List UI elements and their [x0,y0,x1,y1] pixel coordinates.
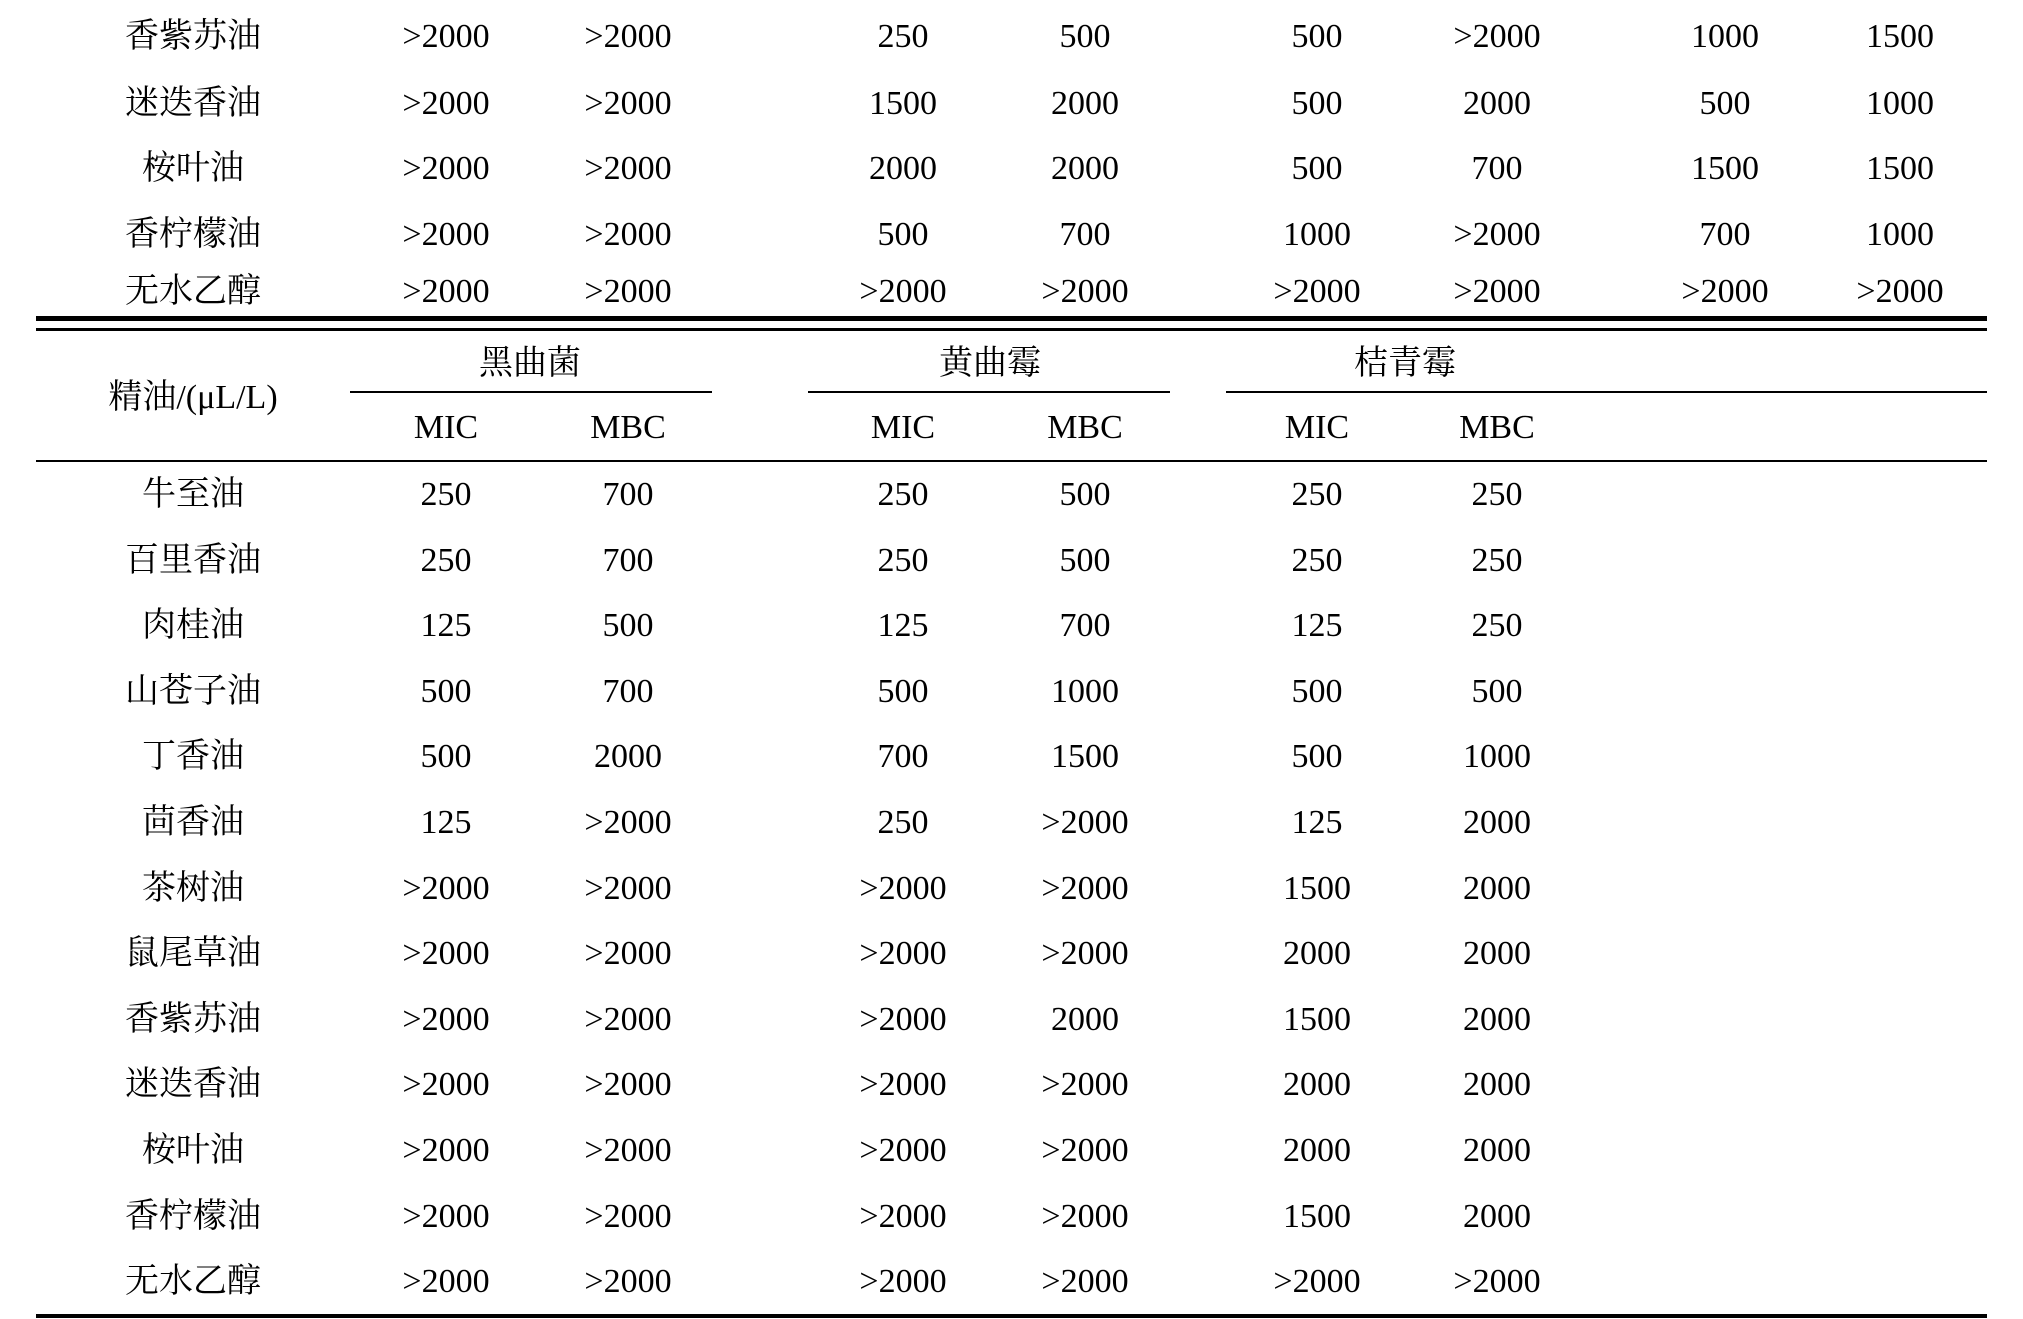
top-cell: >2000 [402,18,490,55]
top-cell: >2000 [1856,273,1944,310]
table-separator-rule-upper [36,316,1987,321]
bottom-cell: 500 [420,673,472,710]
bottom-cell: 700 [602,673,654,710]
top-cell: 500 [1291,85,1343,122]
bottom-cell: >2000 [1453,1263,1541,1300]
bottom-cell: >2000 [1041,1263,1129,1300]
bottom-cell: 2000 [1283,1066,1351,1103]
group-header-1: 黑曲菌 [479,345,581,382]
top-cell: >2000 [1041,273,1129,310]
top-cell: 2000 [1051,85,1119,122]
top-cell: 700 [1699,216,1751,253]
table-separator-rule-lower [36,328,1987,331]
bottom-row-name: 牛至油 [142,476,244,513]
top-cell: >2000 [1273,273,1361,310]
bottom-cell: 250 [420,542,472,579]
subheader-mbc: MBC [1459,409,1535,446]
top-cell: >2000 [1453,18,1541,55]
top-cell: >2000 [1681,273,1769,310]
bottom-cell: 250 [1471,476,1523,513]
bottom-cell: 250 [1291,542,1343,579]
top-cell: >2000 [1453,216,1541,253]
bottom-cell: 2000 [1463,935,1531,972]
bottom-cell: 700 [877,738,929,775]
bottom-cell: 2000 [1463,1001,1531,1038]
bottom-cell: >2000 [859,1066,947,1103]
bottom-cell: 2000 [1463,870,1531,907]
bottom-cell: 1500 [1051,738,1119,775]
bottom-cell: 500 [1291,673,1343,710]
top-row-name: 迷迭香油 [125,85,261,122]
bottom-cell: 2000 [1463,1132,1531,1169]
group-underline-3 [1226,391,1987,393]
bottom-cell: 1500 [1283,870,1351,907]
bottom-row-name: 茴香油 [142,804,244,841]
top-cell: >2000 [584,273,672,310]
top-cell: >2000 [402,273,490,310]
top-row-name: 无水乙醇 [125,273,261,310]
bottom-cell: >2000 [1041,804,1129,841]
bottom-cell: >2000 [1041,1198,1129,1235]
bottom-row-name: 丁香油 [142,738,244,775]
bottom-cell: 1500 [1283,1198,1351,1235]
bottom-cell: 250 [1471,542,1523,579]
bottom-cell: 2000 [1051,1001,1119,1038]
bottom-cell: 500 [1291,738,1343,775]
bottom-cell: 250 [1471,607,1523,644]
bottom-cell: >2000 [859,870,947,907]
bottom-cell: 250 [877,804,929,841]
bottom-row-name: 香柠檬油 [125,1198,261,1235]
top-cell: 500 [1291,150,1343,187]
bottom-cell: >2000 [859,1263,947,1300]
top-row-name: 桉叶油 [142,150,244,187]
bottom-cell: 700 [602,476,654,513]
bottom-cell: >2000 [402,1001,490,1038]
bottom-cell: 500 [1059,476,1111,513]
bottom-row-name: 桉叶油 [142,1132,244,1169]
bottom-cell: >2000 [1041,870,1129,907]
top-cell: >2000 [584,216,672,253]
top-cell: 1500 [1866,150,1934,187]
bottom-row-name: 百里香油 [125,542,261,579]
bottom-cell: >2000 [402,1198,490,1235]
top-cell: 1000 [1691,18,1759,55]
bottom-cell: >2000 [584,935,672,972]
bottom-cell: >2000 [1041,935,1129,972]
top-cell: >2000 [584,85,672,122]
bottom-cell: >2000 [402,935,490,972]
top-cell: >2000 [584,18,672,55]
bottom-row-name: 肉桂油 [142,607,244,644]
subheader-mic: MIC [413,409,479,446]
bottom-cell: >2000 [584,1198,672,1235]
group-header-3: 桔青霉 [1354,345,1456,382]
row-header-label: 精油/(μL/L) [108,379,278,416]
bottom-cell: 500 [877,673,929,710]
bottom-cell: 125 [420,607,472,644]
bottom-cell: >2000 [859,1132,947,1169]
bottom-cell: >2000 [584,804,672,841]
bottom-cell: 2000 [1463,1066,1531,1103]
bottom-cell: 2000 [1463,804,1531,841]
bottom-cell: 2000 [1283,935,1351,972]
bottom-cell: 250 [877,476,929,513]
top-cell: 2000 [869,150,937,187]
top-cell: 700 [1471,150,1523,187]
group-underline-2 [808,391,1170,393]
subheader-mic: MIC [1284,409,1350,446]
top-cell: 1500 [869,85,937,122]
top-cell: 2000 [1051,150,1119,187]
top-cell: 250 [877,18,929,55]
top-cell: 1000 [1283,216,1351,253]
bottom-cell: 250 [420,476,472,513]
top-cell: >2000 [1453,273,1541,310]
bottom-cell: 250 [877,542,929,579]
top-cell: 2000 [1463,85,1531,122]
group-header-2: 黄曲霉 [939,345,1041,382]
top-cell: 500 [1699,85,1751,122]
bottom-cell: >2000 [402,1132,490,1169]
bottom-row-name: 无水乙醇 [125,1263,261,1300]
bottom-cell: 2000 [1463,1198,1531,1235]
bottom-cell: 1500 [1283,1001,1351,1038]
bottom-cell: >2000 [859,1001,947,1038]
bottom-cell: >2000 [584,1001,672,1038]
bottom-cell: 500 [1471,673,1523,710]
bottom-cell: >2000 [584,1066,672,1103]
top-row-name: 香紫苏油 [125,18,261,55]
top-cell: >2000 [402,216,490,253]
bottom-cell: 2000 [594,738,662,775]
group-underline-1 [350,391,712,393]
top-cell: 1500 [1866,18,1934,55]
top-cell: 700 [1059,216,1111,253]
subheader-mbc: MBC [1047,409,1123,446]
bottom-cell: >2000 [402,870,490,907]
bottom-cell: 500 [602,607,654,644]
bottom-cell: 1000 [1463,738,1531,775]
bottom-cell: >2000 [1273,1263,1361,1300]
bottom-cell: >2000 [584,1132,672,1169]
bottom-row-name: 茶树油 [142,870,244,907]
subheader-mic: MIC [870,409,936,446]
bottom-cell: >2000 [859,935,947,972]
bottom-cell: 125 [420,804,472,841]
top-row-name: 香柠檬油 [125,216,261,253]
bottom-cell: 700 [1059,607,1111,644]
header-bottom-rule [36,460,1987,462]
top-cell: 1000 [1866,216,1934,253]
top-cell: >2000 [584,150,672,187]
top-cell: 500 [877,216,929,253]
bottom-cell: 500 [1059,542,1111,579]
top-cell: >2000 [402,85,490,122]
bottom-cell: 125 [1291,607,1343,644]
bottom-cell: >2000 [402,1066,490,1103]
top-cell: 500 [1291,18,1343,55]
bottom-cell: 125 [877,607,929,644]
subheader-mbc: MBC [590,409,666,446]
top-cell: >2000 [402,150,490,187]
top-cell: >2000 [859,273,947,310]
bottom-cell: 2000 [1283,1132,1351,1169]
bottom-row-name: 山苍子油 [125,673,261,710]
bottom-cell: 250 [1291,476,1343,513]
bottom-cell: 500 [420,738,472,775]
bottom-row-name: 鼠尾草油 [125,935,261,972]
bottom-row-name: 香紫苏油 [125,1001,261,1038]
bottom-cell: 125 [1291,804,1343,841]
bottom-cell: >2000 [402,1263,490,1300]
top-cell: 500 [1059,18,1111,55]
table-bottom-rule [36,1314,1987,1318]
bottom-cell: >2000 [859,1198,947,1235]
bottom-cell: >2000 [584,1263,672,1300]
bottom-cell: >2000 [584,870,672,907]
bottom-cell: 1000 [1051,673,1119,710]
top-cell: 1500 [1691,150,1759,187]
bottom-cell: 700 [602,542,654,579]
top-cell: 1000 [1866,85,1934,122]
bottom-row-name: 迷迭香油 [125,1066,261,1103]
bottom-cell: >2000 [1041,1132,1129,1169]
bottom-cell: >2000 [1041,1066,1129,1103]
